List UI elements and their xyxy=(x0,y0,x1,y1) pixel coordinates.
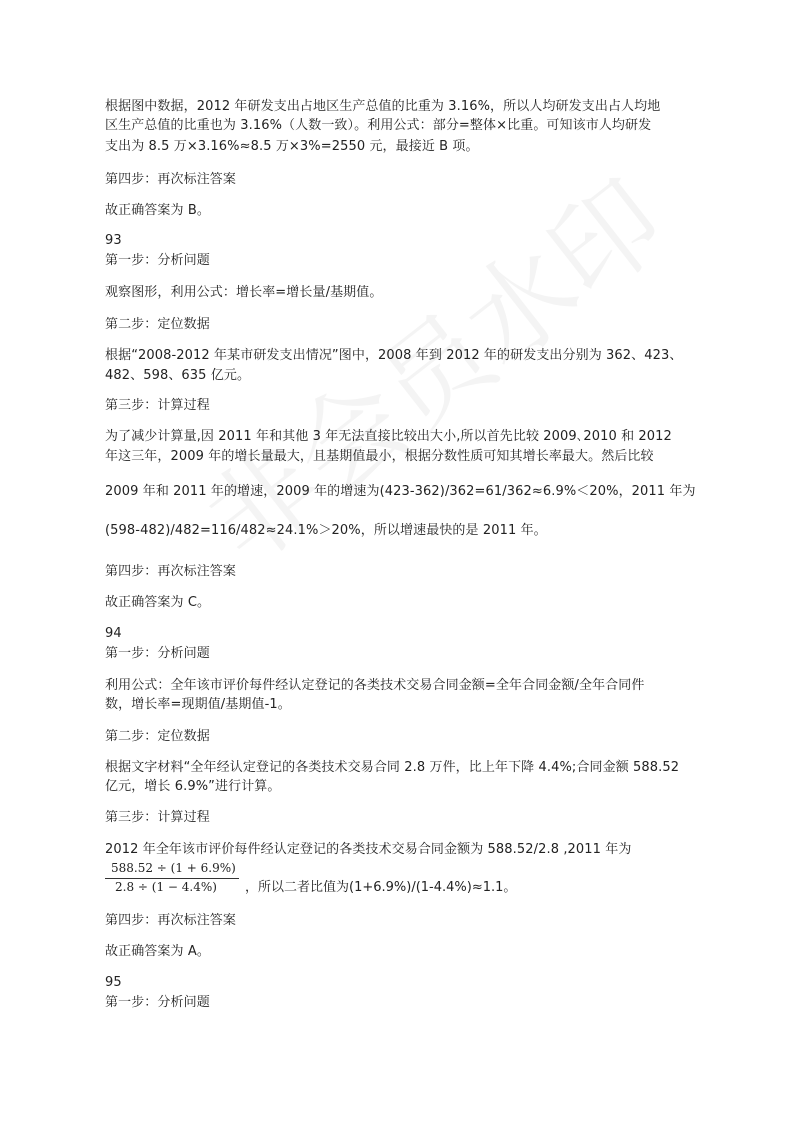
step-heading: 第四步：再次标注答案 xyxy=(105,172,237,187)
answer-line: 故正确答案为 B。 xyxy=(105,203,210,218)
paragraph-line: 根据文字材料“全年经认定登记的各类技术交易合同 2.8 万件，比上年下降 4.4%;合同金额 588.52 xyxy=(105,760,680,775)
paragraph-line: 观察图形，利用公式：增长率=增长量/基期值。 xyxy=(105,285,383,300)
step-heading: 第二步：定位数据 xyxy=(105,729,210,744)
paragraph-line: 为了减少计算量,因 2011 年和其他 3 年无法直接比较出大小,所以首先比较 2009､2010 和 2012 xyxy=(105,429,672,444)
question-number: 93 xyxy=(105,233,122,248)
paragraph-line: 2009 年和 2011 年的增速，2009 年的增速为(423-362)/362=61/362≈6.9%＜20%，2011 年为 xyxy=(105,484,696,499)
paragraph-line: 根据“2008-2012 年某市研发支出情况”图中，2008 年到 2012 年的研发支出分别为 362、423、 xyxy=(105,348,683,363)
paragraph-line: (598-482)/482=116/482≈24.1%＞20%，所以增速最快的是 2011 年。 xyxy=(105,523,547,538)
fraction-conclusion: ，所以二者比值为(1+6.9%)/(1-4.4%)≈1.1。 xyxy=(245,880,517,895)
step-heading: 第三步：计算过程 xyxy=(105,398,210,413)
paragraph-line: 区生产总值的比重也为 3.16%（人数一致）。利用公式：部分=整体×比重。可知该市人均研发 xyxy=(105,118,652,133)
fraction-denominator: 2.8 ÷ (1 − 4.4%) xyxy=(115,880,217,894)
paragraph-line: 亿元，增长 6.9%”进行计算。 xyxy=(105,779,281,794)
step-heading: 第一步：分析问题 xyxy=(105,253,210,268)
step-heading: 第二步：定位数据 xyxy=(105,317,210,332)
fraction-numerator: 588.52 ÷ (1 + 6.9%) xyxy=(111,861,236,875)
step-heading: 第一步：分析问题 xyxy=(105,646,210,661)
answer-line: 故正确答案为 C。 xyxy=(105,595,211,610)
paragraph-line: 数，增长率=现期值/基期值-1。 xyxy=(105,697,291,712)
paragraph-line: 支出为 8.5 万×3.16%≈8.5 万×3%=2550 元，最接近 B 项。 xyxy=(105,139,479,154)
fraction-bar xyxy=(105,878,239,879)
paragraph-line: 利用公式：全年该市评价每件经认定登记的各类技术交易合同金额=全年合同金额/全年合同件 xyxy=(105,678,645,693)
question-number: 95 xyxy=(105,975,122,990)
step-heading: 第四步：再次标注答案 xyxy=(105,913,237,928)
step-heading: 第三步：计算过程 xyxy=(105,810,210,825)
paragraph-line: 482、598、635 亿元。 xyxy=(105,368,251,383)
answer-line: 故正确答案为 A。 xyxy=(105,944,210,959)
paragraph-line: 年这三年，2009 年的增长量最大，且基期值最小，根据分数性质可知其增长率最大。然后比较 xyxy=(105,449,654,464)
step-heading: 第四步：再次标注答案 xyxy=(105,564,237,579)
paragraph-line: 根据图中数据，2012 年研发支出占地区生产总值的比重为 3.16%，所以人均研发支出占人均地 xyxy=(105,99,661,114)
step-heading: 第一步：分析问题 xyxy=(105,995,210,1010)
paragraph-line: 2012 年全年该市评价每件经认定登记的各类技术交易合同金额为 588.52/2.8 ,2011 年为 xyxy=(105,842,632,857)
question-number: 94 xyxy=(105,626,122,641)
